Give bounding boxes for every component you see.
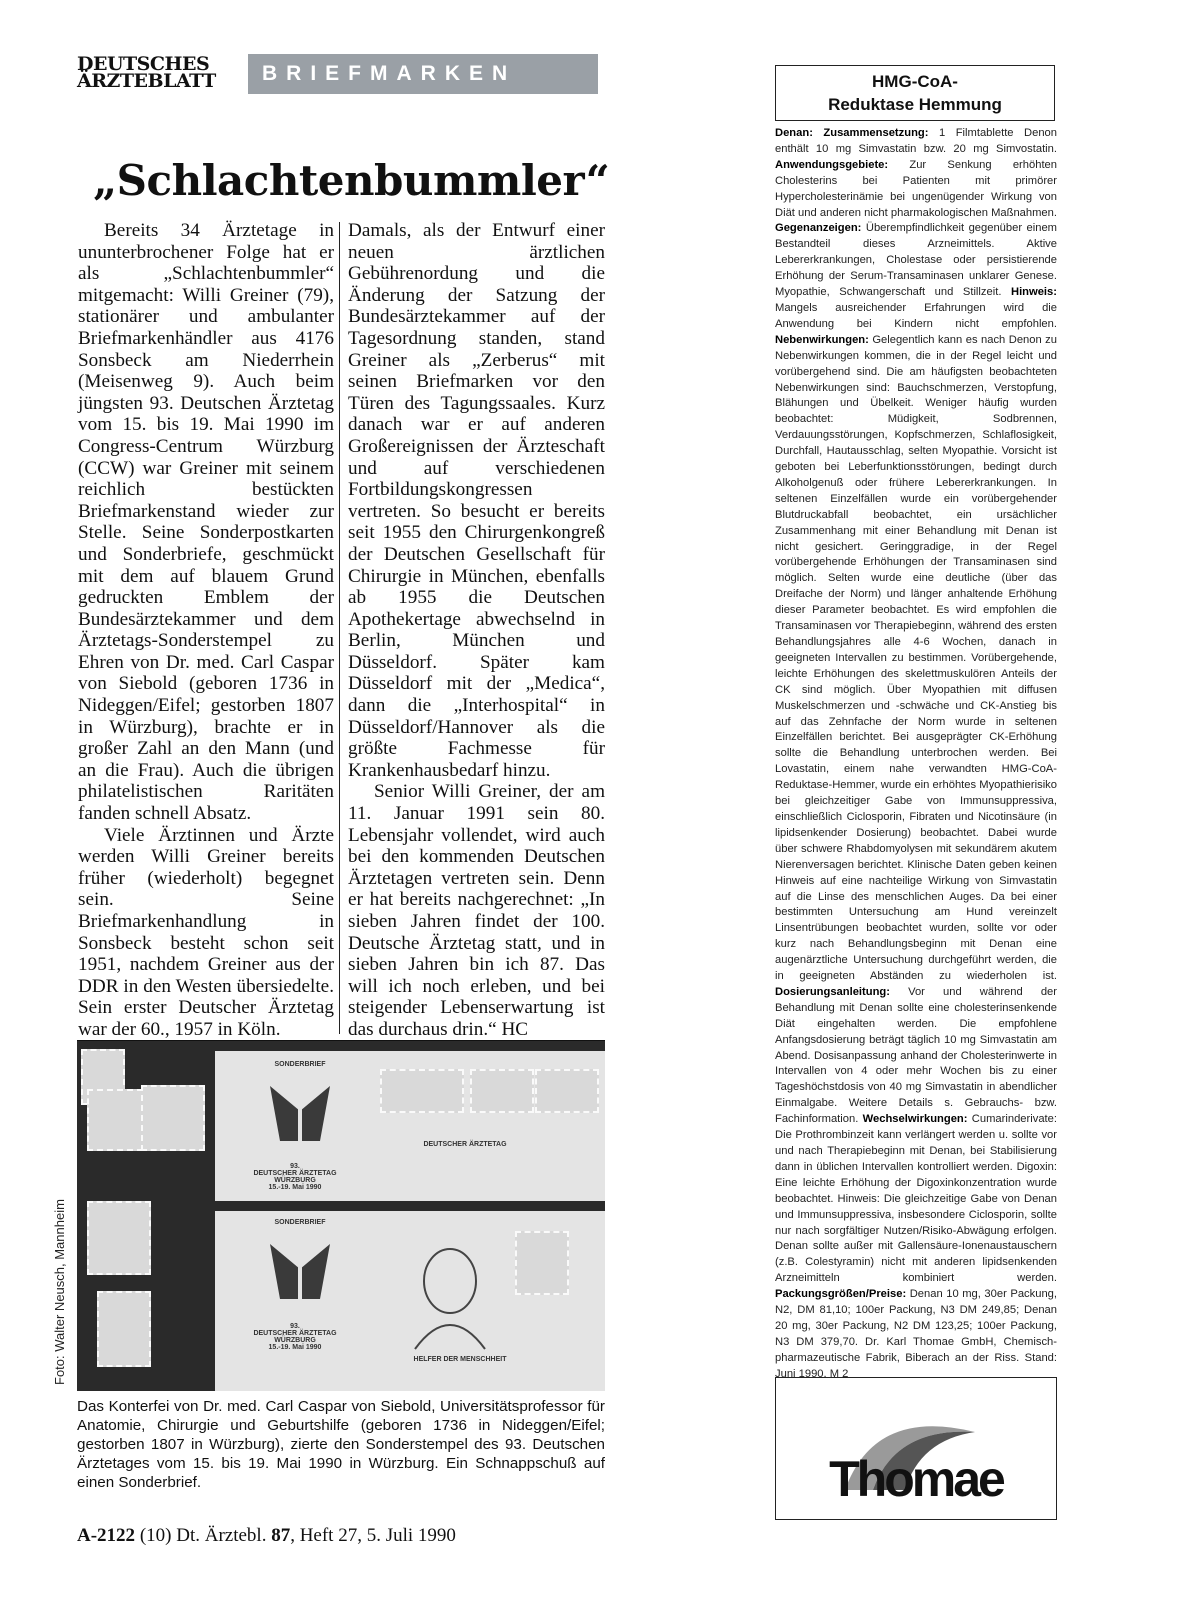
page-number: A-2122 — [77, 1525, 136, 1546]
envelope-date: 15.-19. Mai 1990 — [268, 1344, 322, 1351]
thomae-logo-text: Thomae — [829, 1451, 1003, 1507]
stamp-airplane — [535, 1069, 599, 1113]
photo-stamps-envelopes — [77, 1040, 605, 1391]
masthead-line-2: ÄRZTEBLATT — [77, 70, 216, 92]
stamp — [97, 1291, 151, 1367]
ad-label: Denan: Zusammensetzung: — [775, 127, 929, 139]
envelope-header: SONDERBRIEF — [274, 1061, 326, 1068]
envelope-date: 15.-19. Mai 1990 — [268, 1184, 322, 1191]
postmark: DEUTSCHER ÄRZTETAG — [423, 1141, 507, 1148]
paragraph: Damals, als der Entwurf einer neuen ärztlichen Gebührenordung und die Änderung der Satzung der Bundesärztekammer auf der Tagesordnung standen, stand Greiner als „Zerberus“ mit seinen Briefmarken vor den Türen des Tagungssaales. Kurz danach war er auf anderen Großereignissen der Ärzteschaft und auf verschiedenen Fortbildungskongressen vertreten. So besucht er bereits seit 1955 den Chirurgenkongreß der Deutschen Gesellschaft für Chirurgie in München, ebenfalls ab 1955 die Deutschen Apothekertage abwechselnd in Berlin, München und Düsseldorf. Später kam Düsseldorf mit der „Medica“, dann die „Interhospital“ in Düsseldorf/Hannover als die größte Fachmesse für Krankenhausbedarf hinzu. — [348, 220, 605, 781]
envelope-number: 93. — [290, 1323, 300, 1330]
ad-label: Packungsgrößen/Preise: — [775, 1288, 907, 1301]
stamp-airplane — [470, 1069, 534, 1113]
ad-text: Vor und während der Behandlung mit Denan sollte eine cholesterinsenkende Diät eingehalten werden. Die empfohlene Anfangsdosierung beträgt täglich 10 mg Simvastatin am Abend. Dosisanpassung anhand der Cholesterinwerte in Intervallen von 4 oder mehr Wochen bis zu einer Tageshöchstdosis von 40 mg Simvastatin in abendlicher Einmalgabe. Weitere Details s. Gebrauchs- bzw. Fachinformation. — [775, 985, 1057, 1126]
envelope-city: WÜRZBURG — [274, 1177, 316, 1184]
envelope-header: SONDERBRIEF — [274, 1219, 326, 1226]
caduceus-emblem-icon — [265, 1239, 335, 1319]
ad-text: Cumarinderivate: Die Prothrombinzeit kann verlängert werden u. sollte vor und nach Therapiebeginn mit Denan, bei Stabilisierung dann in üblichen Intervallen kontrolliert werden. Digoxin: Eine leichte Erhöhung der Digoxinkonzentration wurde beobachtet. Hinweis: Die gleichzeitige Gabe von Denan und Immunsuppressiva, insbesondere Ciclosporin, sollte nur nach sorgfältiger Nutzen/Risiko-Abwägung erfolgen. Denan sollte außer mit Gallensäure-Ionenaustauschern (z.B. Colestyramin) nicht mit anderen lipidsenkenden Arzneimitteln kombiniert werden. — [775, 1113, 1057, 1285]
ad-text: 1 Filmtablette Denon enthält 10 mg Simvastatin bzw. 20 mg Simvostatin. — [775, 127, 1058, 155]
ad-label: Hinweis: — [1010, 286, 1057, 299]
ad-title-line-1: HMG-CoA- — [872, 72, 958, 91]
article-column-1 — [78, 220, 334, 1041]
ad-label: Gegenanzeigen: — [775, 222, 862, 235]
paragraph: Bereits 34 Ärztetage in ununterbrochener Folge hat er als „Schlachtenbummler“ mitgemacht: Willi Greiner (79), stationärer und ambulanter Briefmarkenhändler aus 4176 Sonsbeck am Niederrhein (Meisenweg 9). Auch beim jüngsten 93. Deutschen Ärztetag vom 15. bis 19. Mai 1990 im Congress-Centrum Würzburg (CCW) war Greiner mit seinem reichlich bestückten Briefmarkenstand wieder zur Stelle. Seine Sonderpostkarten und Sonderbriefe, geschmückt mit dem auf blauem Grund gedruckten Emblem der Bundesärztekammer und dem Ärztetags-Sonderstempel zu Ehren von Dr. med. Carl Caspar von Siebold (geboren 1736 in Nideggen/Eifel; gestorben 1807 in Würzburg), brachte er in großer Zahl an den Mann (und an die Frau). Auch die übrigen philatelistischen Raritäten fanden schnell Absatz. — [78, 220, 334, 825]
photo-credit: Foto: Walter Neusch, Mannheim — [52, 1199, 67, 1385]
ad-title-line-2: Reduktase Hemmung — [828, 95, 1002, 114]
masthead-line-1: DEUTSCHES — [77, 53, 210, 75]
headline: „Schlachtenbummler“ — [93, 156, 610, 205]
paragraph: Senior Willi Greiner, der am 11. Januar 1991 sein 80. Lebensjahr vollendet, wird auch bei den kommenden Deutschen Ärztetagen vertreten sein. Denn er hat bereits nachgerechnet: „In sieben Jahren findet der 100. Deutsche Ärztetag statt, und in sieben Jahren bin ich 87. Das will ich noch erleben, und bei steigender Lebenserwartung ist das durchaus drin.“ HC — [348, 781, 605, 1040]
section-bar — [248, 54, 598, 94]
page-footer — [77, 1525, 456, 1547]
envelope-event: DEUTSCHER ÄRZTETAG — [253, 1170, 337, 1177]
thomae-logo-box — [775, 1377, 1057, 1520]
envelope-number: 93. — [290, 1163, 300, 1170]
stamp-airplane — [380, 1069, 464, 1113]
stamp — [141, 1085, 205, 1151]
ad-label: Anwendungsgebiete: — [775, 158, 889, 171]
envelope-event: DEUTSCHER ÄRZTETAG — [253, 1330, 337, 1337]
column-divider — [339, 222, 340, 1034]
envelope-top — [215, 1051, 605, 1201]
portrait-label: HELFER DER MENSCHHEIT — [413, 1356, 507, 1363]
ad-label: Wechselwirkungen: — [862, 1113, 968, 1126]
caduceus-emblem-icon — [265, 1081, 335, 1161]
ad-prescribing-info — [775, 126, 1057, 1383]
ad-label: Nebenwirkungen: — [775, 333, 869, 346]
ad-label: Dosierungsanleitung: — [775, 985, 890, 998]
article-column-2 — [348, 220, 605, 1041]
photo-caption: Das Konterfei von Dr. med. Carl Caspar von Siebold, Universitätsprofessor für Anatomie, Chirurgie und Geburtshilfe (geboren 1736 in Nideggen/Eifel; gestorben 1807 in Würzburg), zierte den Sonderstempel des 93. Deutschen Ärztetages vom 15. bis 19. Mai 1990 in Würzburg. Ein Schnappschuß auf einen Sonderbrief. — [77, 1398, 605, 1491]
stamp-portrait — [515, 1231, 569, 1295]
masthead — [77, 53, 247, 92]
footer-issue: , Heft 27, 5. Juli 1990 — [290, 1525, 456, 1546]
footer-volume: 87 — [271, 1525, 291, 1546]
ad-text: Denan 10 mg, 30er Packung, N2, DM 81,10; 100er Packung, N3 DM 249,85; Denan 20 mg, 30er Packung, N2 DM 123,25; 100er Packung, N3 DM 379,70. Dr. Karl Thomae GmbH, Chemisch-pharmazeutische Fabrik, Biberach an der Riss. Stand: Juni 1990. M 2 — [775, 1288, 1057, 1380]
envelope-bottom — [215, 1211, 605, 1391]
stamp — [87, 1201, 151, 1275]
envelope-city: WÜRZBURG — [274, 1337, 316, 1344]
ad-text: Mangels ausreichender Erfahrungen wird die Anwendung bei Kindern nicht empfohlen. — [775, 301, 1057, 330]
paragraph: Viele Ärztinnen und Ärzte werden Willi Greiner bereits früher (wiederholt) begegnet sein. Seine Briefmarkenhandlung in Sonsbeck besteht schon seit 1951, nachdem Greiner aus der DDR in den Westen übersiedelte. Sein erster Deutscher Ärztetag war der 60., 1957 in Köln. — [78, 824, 334, 1040]
ad-text: Zur Senkung erhöhten Cholesterins bei Patienten mit primörer Hypercholesterinämie bei ungenügender Wirkung von Diät und anderen nicht pharmakologischen Maßnahmen. — [775, 158, 1057, 219]
section-label: BRIEFMARKEN — [262, 62, 517, 85]
ad-text: Überempfindlichkeit gegenüber einem Bestandteil dieses Arzneimittels. Aktive Lebererkrankungen, Cholestase oder persistierende Erhöhung der Serum-Transaminasen unklarer Genese. Myopathie, Schwangerschaft und Stillzeit. — [775, 222, 1057, 299]
portrait-siebold-icon — [405, 1241, 495, 1351]
ad-title-box — [775, 65, 1055, 121]
stamp — [87, 1089, 143, 1151]
ad-text: Gelegentlich kann es nach Denon zu Nebenwirkungen kommen, die in der Regel leicht und vorübergehend sind. Die am häufigsten beobachteten Nebenwirkungen sind: Bauchschmerzen, Verstopfung, Blähungen und Übelkeit. Weniger häufig wurden beobachtet: Müdigkeit, Sodbrennen, Verdauungsstörungen, Kopfschmerzen, Schlaflosigkeit, Durchfall, Hautausschlag, selten Myopathie. Vorsicht ist geboten bei Leberfunktionsstörungen, bedingt durch Alkoholgenuß oder frühere Lebererkrankungen. In seltenen Einzelfällen wurde ein vorübergehender Blutdruckabfall beobachtet, ein ursächlicher Zusammenhang mit einer Behandlung mit Denan ist nicht gesichert. Geringgradige, in der Regel vorübergehende Erhöhungen der Transaminasen sind möglich. Selten wurde eine deutliche (über das Dreifache der Norm) und länger anhaltende Erhöhung dieser Parameter beobachtet. Es wird empfohlen die Transaminasen vor Therapiebeginn, während des ersten Behandlungsjahres alle 4-6 Wochen, danach in geeigneten Intervallen zu bestimmen. Vorübergehende, leichte Erhöhungen des skelettmuskulören Anteils der CK sind möglich. Über Myopathien mit diffusen Muskelschmerzen und -schwäche und CK-Anstieg bis auf das Zehnfache der Norm wurde in seltenen Einzelfällen berichtet. Bei ausgeprägter CK-Erhöhung sollte die Behandlung unterbrochen werden. Bei Lovastatin, einem nahe verwandten HMG-CoA-Reduktase-Hemmer, wurde ein erhöhtes Myopathierisiko bei gleichzeitiger Gabe von Immunsuppressiva, einschließlich Ciclosporin, Fibraten und Nicotinsäure (in lipidsenkender Dosierung) beobachtet. Dabei wurde über schwere Rhabdomyolysen mit sekundärem akutem Nierenversagen berichtet. Klinische Daten geben keinen Hinweis auf eine nachteilige Wirkung von Simvastatin auf die Linse des menschlichen Auges. Da bei einer bestimmten Untersuchung am Hund vereinzelt Linsentrübungen beobachtet wurden, sollte vor oder kurz nach Behandlungsbeginn mit Denan eine augenärztliche Untersuchung durchgeführt werden, die in geeigneten Abständen zu wiederholen ist. — [775, 333, 1057, 983]
footer-journal: (10) Dt. Ärztebl. — [139, 1525, 267, 1546]
